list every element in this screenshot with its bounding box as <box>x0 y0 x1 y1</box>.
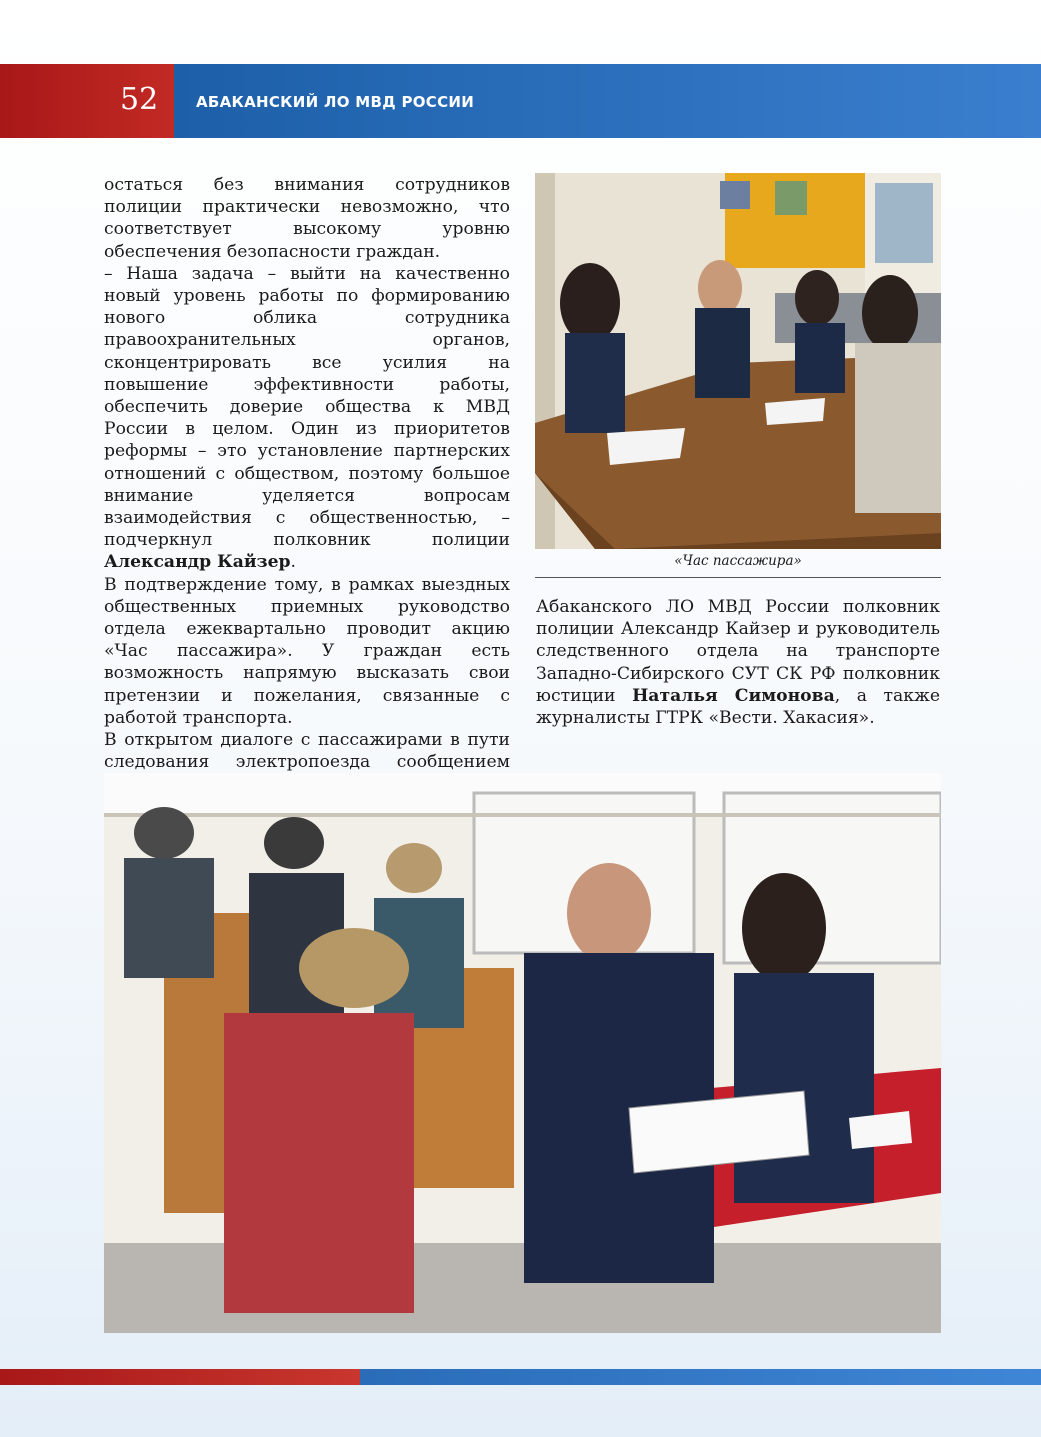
section-title: АБАКАНСКИЙ ЛО МВД РОССИИ <box>196 93 475 111</box>
paragraph <box>536 596 940 729</box>
left-text-column <box>104 174 510 818</box>
meeting-photo-illustration <box>535 173 941 549</box>
right-text-column <box>536 596 940 729</box>
punctuation: . <box>290 552 297 573</box>
paragraph: В подтверждение тому, в рамках выездных общественных приемных руководство отдела ежеквартально проводит акцию «Час пассажира». У граждан есть возможность напрямую высказать свои претензии и пожелания, связанные с работой транспорта. <box>104 574 510 728</box>
person-name: Александр Кайзер <box>104 552 291 573</box>
footer-blue-band <box>360 1369 1041 1385</box>
train-photo <box>104 773 941 1333</box>
page-footer <box>0 1369 1041 1385</box>
quote-text: – Наша задача – выйти на качественно новый уровень работы по формированию нового облика сотрудника правоохранительных органов, сконцентрировать все усилия на повышение эффективности работы, обеспечить доверие общества к МВД России в целом. Один из приоритетов реформы – это установление партнерских отношений с обществом, поэтому большое внимание уделяется вопросам взаимодействия с общественностью, – подчеркнул полковник полиции <box>104 263 510 551</box>
train-photo-illustration <box>104 773 941 1333</box>
person-name: Наталья Симонова <box>632 685 835 706</box>
page-number: 52 <box>120 82 159 117</box>
photo-caption: «Час пассажира» <box>674 553 802 569</box>
paragraph-text: Абаканского ЛО МВД России полковник полиции Александр Кайзер и руководитель следственного отдела на транспорте Западно-Сибирского СУТ СК РФ полковник юстиции <box>536 597 940 706</box>
paragraph: остаться без внимания сотрудников полиции практически невозможно, что соответствует высокому уровню обеспечения безопасности граждан. <box>104 175 510 262</box>
meeting-photo <box>535 173 941 549</box>
paragraph-text: , а также журналисты ГТРК «Вести. Хакасия». <box>536 685 940 729</box>
paragraph-quote <box>104 263 510 574</box>
footer-red-band <box>0 1369 360 1385</box>
caption-divider <box>535 577 941 578</box>
page-header <box>0 64 1041 138</box>
paragraph: В открытом диалоге с пассажирами в пути следования электропоезда сообщением <box>104 730 510 773</box>
